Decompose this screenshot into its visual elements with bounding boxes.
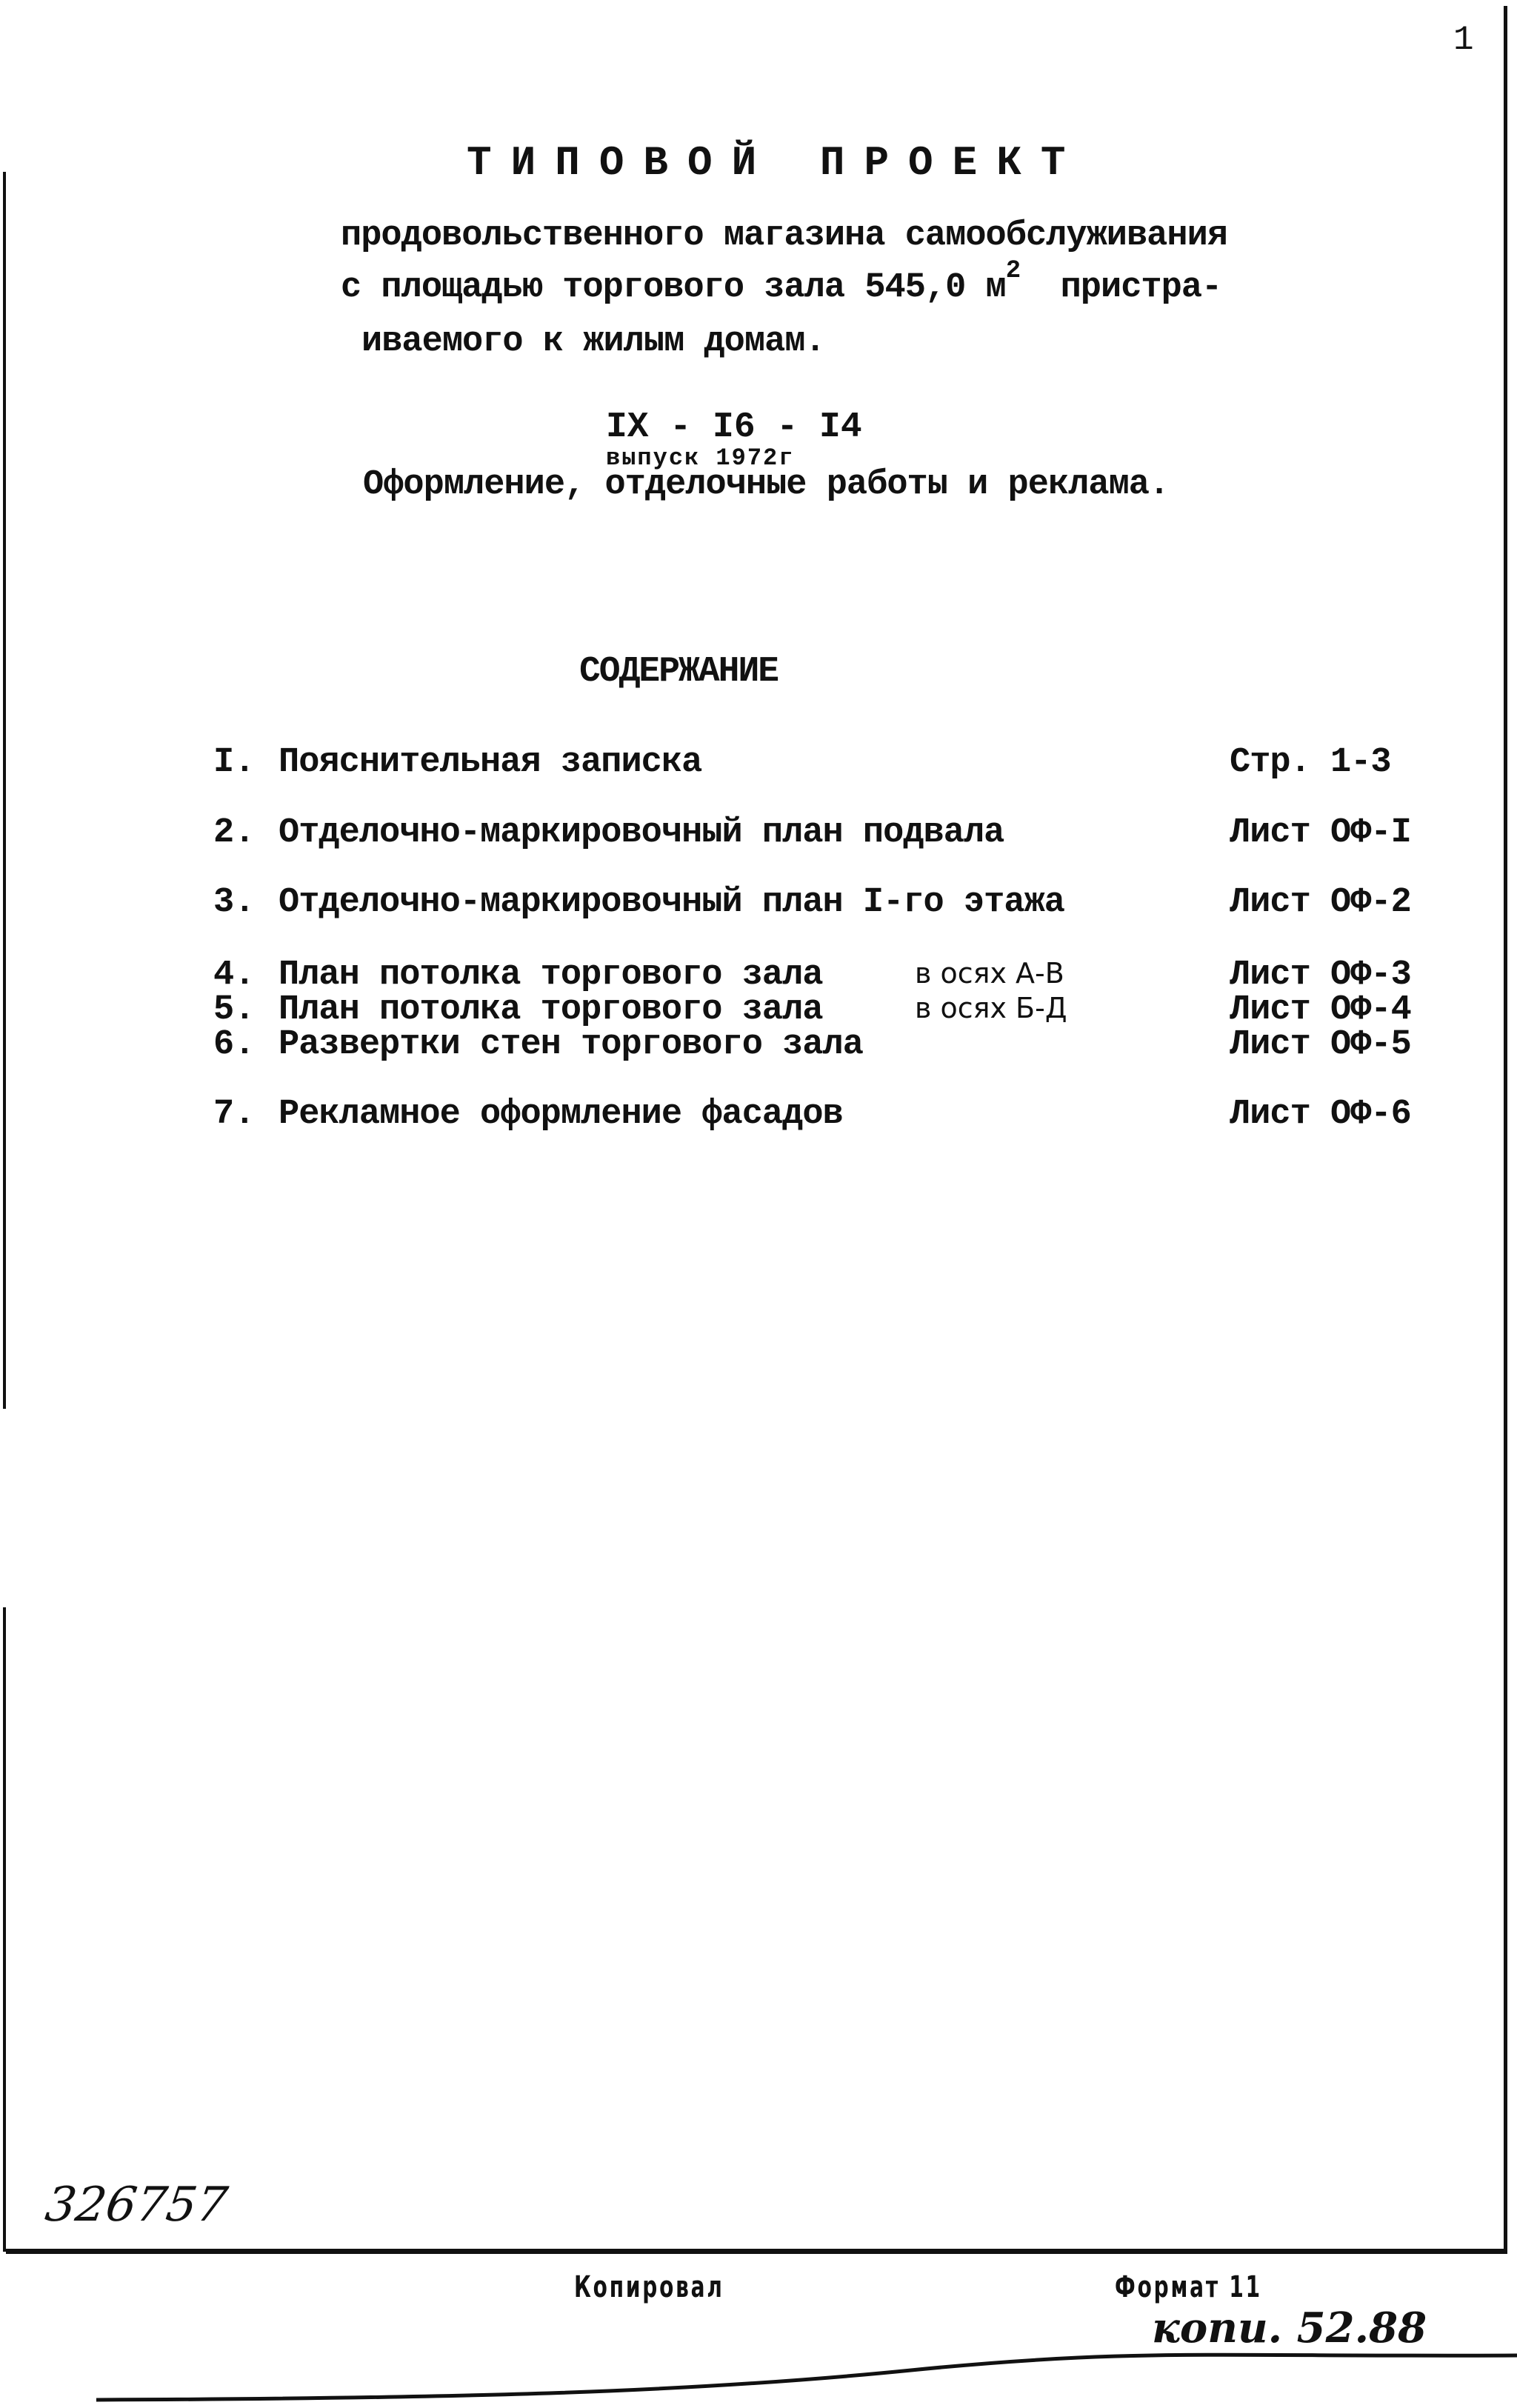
document-title: ТИПОВОЙ ПРОЕКТ [467,139,1085,187]
format-label: Формат 11 [1115,2270,1262,2304]
toc-item-number: 6. [213,1025,256,1064]
signature: копи. 52.88 [1152,2304,1427,2352]
toc-item-title: Пояснительная записка [279,743,702,782]
toc-item-title: Отделочно-маркировочный план I-го этажа [279,883,1064,922]
toc-item-title: Отделочно-маркировочный план подвала [279,813,1004,853]
toc-item-number: 5. [213,990,256,1030]
subtitle-line-1: продовольственного магазина самообслуживания [341,216,1228,256]
frame-border-right [1504,6,1507,2254]
subtitle-line-3: иваемого к жилым домам. [361,322,825,361]
toc-item-title: План потолка торгового зала [279,990,823,1030]
superscript: 2 [1005,257,1021,285]
subtitle-line-2 [341,257,1222,307]
frame-border-left [3,1607,6,2252]
project-code: IX - I6 - I4 [606,407,862,447]
page-number: 1 [1453,21,1474,59]
toc-item-number: 7. [213,1095,256,1134]
toc-item-sheet-ref: Лист ОФ-6 [1230,1095,1411,1134]
toc-item-title: План потолка торгового зала [279,955,823,995]
subtitle-continued: пристра- [1060,268,1222,307]
toc-item-number: 2. [213,813,256,853]
toc-item-number: 4. [213,955,256,995]
toc-item-number: I. [213,743,256,782]
toc-item-axes: в осях Б-Д [915,992,1067,1024]
contents-heading: СОДЕРЖАНИЕ [579,652,778,692]
toc-item-sheet-ref: Лист ОФ-2 [1230,883,1411,922]
toc-item-sheet-ref: Лист ОФ-I [1230,813,1411,853]
toc-item-sheet-ref: Лист ОФ-4 [1230,990,1411,1030]
toc-item-sheet-ref: Лист ОФ-3 [1230,955,1411,995]
scan-edge-line [96,2341,1517,2407]
inventory-number: 326757 [41,2178,231,2232]
toc-item-title: Развертки стен торгового зала [279,1025,863,1064]
toc-item-axes: в осях А-В [915,957,1064,990]
issue-label: выпуск 1972г [606,444,795,472]
copied-label: Копировал [574,2270,724,2304]
toc-item-sheet-ref: Стр. 1-3 [1230,743,1391,782]
section-title: Оформление, отделочные работы и реклама. [363,465,1170,504]
toc-item-sheet-ref: Лист ОФ-5 [1230,1025,1411,1064]
frame-border-left [3,172,6,1409]
subtitle-area: с площадью торгового зала 545,0 м [341,268,1006,307]
frame-border-bottom [6,2249,1507,2254]
toc-item-title: Рекламное оформление фасадов [279,1095,843,1134]
toc-item-number: 3. [213,883,256,922]
